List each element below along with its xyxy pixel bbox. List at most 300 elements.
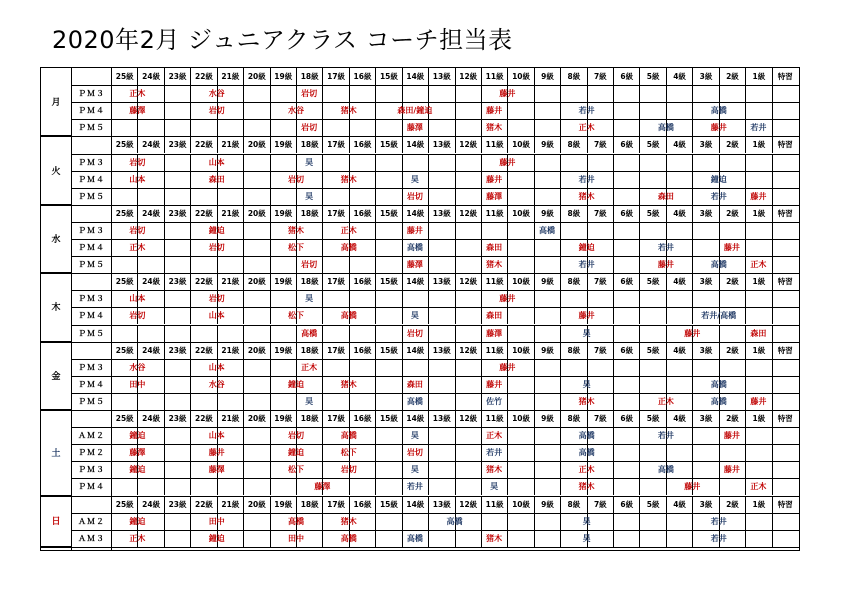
grade-header-cell: 1級: [745, 68, 771, 85]
grid-cell: [243, 102, 269, 119]
grade-header-cell: 14級: [402, 68, 428, 85]
coach-assignment: 藤井: [723, 431, 740, 441]
coach-assignment: 森田: [750, 328, 767, 338]
grade-header-cell: 7級: [587, 273, 613, 290]
coach-assignment: 若井: [657, 431, 674, 441]
grid-cell: [164, 478, 190, 495]
time-slot-label: ＡＭ３: [78, 533, 105, 543]
coach-assignment: 山本: [129, 174, 146, 184]
grade-header-cell: 16級: [349, 273, 375, 290]
schedule-row: [41, 478, 799, 495]
grade-header-cell: 18級: [296, 496, 322, 513]
time-slot-label: ＰＭ３: [78, 465, 105, 475]
grade-header-cell: 21級: [217, 136, 243, 153]
coach-assignment: 岩切: [406, 328, 423, 338]
grade-header-cell: 20級: [243, 410, 269, 427]
coach-assignment: 森田/鐘迫: [397, 106, 433, 116]
coach-assignment: 昊: [410, 311, 419, 321]
time-slot-label: ＡＭ２: [78, 516, 105, 526]
grade-header-cell: 12級: [455, 68, 481, 85]
grid-cell: [666, 222, 692, 239]
grid-cell: [137, 256, 163, 273]
grade-header-cell: 22級: [190, 342, 216, 359]
coach-assignment: 岩切: [129, 157, 146, 167]
grade-header-cell: 14級: [402, 342, 428, 359]
coach-assignment: 松下: [287, 465, 304, 475]
grade-header-cell: 18級: [296, 205, 322, 222]
grid-cell: [639, 85, 665, 102]
grid-cell: [745, 154, 771, 171]
coach-assignment: 昊: [305, 191, 314, 201]
coach-assignment: 森田: [406, 379, 423, 389]
grid-cell: [772, 359, 798, 376]
grid-cell: [243, 325, 269, 342]
grid-cell: [243, 478, 269, 495]
coach-assignment: 鐘迫: [129, 465, 146, 475]
grade-header-cell: 特習: [772, 496, 798, 513]
grid-cell: [772, 85, 798, 102]
grade-header-cell: 13級: [428, 68, 454, 85]
grid-cell: [164, 444, 190, 461]
time-slot-label: ＰＭ４: [78, 311, 105, 321]
grade-header-cell: 16級: [349, 136, 375, 153]
coach-assignment: 昊: [582, 516, 591, 526]
grade-header-cell: 8級: [560, 136, 586, 153]
grid-cell: [164, 188, 190, 205]
grade-header-cell: 4級: [666, 273, 692, 290]
grid-cell: [666, 359, 692, 376]
grade-header-cell: 20級: [243, 273, 269, 290]
grade-header-cell: 5級: [639, 68, 665, 85]
grade-header-cell: 22級: [190, 273, 216, 290]
slot-column-divider: [111, 68, 112, 550]
coach-assignment: 藤井: [578, 311, 595, 321]
grid-cell: [349, 325, 375, 342]
schedule-row: [41, 222, 799, 239]
grade-header-cell: 1級: [745, 273, 771, 290]
grid-cell: [639, 359, 665, 376]
time-slot-label: ＰＭ２: [78, 448, 105, 458]
grade-header-cell: 7級: [587, 410, 613, 427]
grade-header-cell: 21級: [217, 68, 243, 85]
coach-assignment: 岩切: [301, 123, 318, 133]
coach-assignment: 田中: [129, 379, 146, 389]
coach-assignment: 松下: [340, 448, 357, 458]
coach-assignment: 高橋: [301, 328, 318, 338]
coach-assignment: 藤井: [684, 482, 701, 492]
grade-header-cell: 3級: [692, 68, 718, 85]
coach-assignment: 昊: [305, 294, 314, 304]
grade-header-cell: 22級: [190, 68, 216, 85]
coach-assignment: 高橋: [710, 396, 727, 406]
grid-cell: [243, 307, 269, 324]
coach-assignment: 昊: [582, 379, 591, 389]
grade-header-cell: 19級: [270, 410, 296, 427]
grid-cell: [190, 393, 216, 410]
grade-header-cell: 8級: [560, 205, 586, 222]
schedule-row: [41, 290, 799, 307]
grid-cell: [243, 171, 269, 188]
grid-cell: [349, 256, 375, 273]
coach-assignment: 藤井: [208, 448, 225, 458]
grid-cell: [639, 290, 665, 307]
grid-cell: [190, 119, 216, 136]
grade-header-cell: 24級: [137, 205, 163, 222]
grade-header-cell: 21級: [217, 342, 243, 359]
grade-header-cell: 9級: [534, 410, 560, 427]
coach-assignment: 猪木: [486, 123, 503, 133]
grid-cell: [349, 154, 375, 171]
time-slot-label: ＰＭ４: [78, 174, 105, 184]
grade-header-cell: 25級: [111, 410, 137, 427]
grid-cell: [745, 359, 771, 376]
grade-header-cell: 13級: [428, 205, 454, 222]
grade-header-cell: 3級: [692, 205, 718, 222]
coach-assignment: 若井: [657, 243, 674, 253]
grid-cell: [772, 461, 798, 478]
coach-assignment: 高橋: [578, 448, 595, 458]
grade-header-cell: 6級: [613, 273, 639, 290]
schedule-row: [41, 427, 799, 444]
grade-header-cell: 19級: [270, 205, 296, 222]
coach-assignment: 森田: [657, 191, 674, 201]
grid-cell: [692, 444, 718, 461]
grade-header-cell: 5級: [639, 205, 665, 222]
coach-assignment: 藤澤: [486, 191, 503, 201]
grade-header-cell: 12級: [455, 205, 481, 222]
coach-assignment: 岩切: [406, 448, 423, 458]
time-slot-label: ＰＭ３: [78, 225, 105, 235]
grade-header-cell: 8級: [560, 496, 586, 513]
grid-cell: [164, 427, 190, 444]
time-slot-label: ＰＭ５: [78, 191, 105, 201]
coach-assignment: 藤井: [684, 328, 701, 338]
grade-header-cell: 5級: [639, 273, 665, 290]
grade-header-cell: 2級: [719, 205, 745, 222]
grade-header-cell: 24級: [137, 68, 163, 85]
grade-header-cell: 6級: [613, 205, 639, 222]
grid-cell: [164, 239, 190, 256]
grade-header-cell: 21級: [217, 410, 243, 427]
grade-header-cell: 16級: [349, 205, 375, 222]
grade-header-cell: 21級: [217, 205, 243, 222]
schedule-row: [41, 171, 799, 188]
coach-assignment: 高橋: [446, 516, 463, 526]
grade-header-row: [41, 273, 799, 290]
coach-assignment: 岩切: [208, 294, 225, 304]
grid-cell: [745, 444, 771, 461]
coach-assignment: 高橋: [406, 243, 423, 253]
grid-cell: [719, 290, 745, 307]
grid-cell: [137, 119, 163, 136]
grid-cell: [772, 154, 798, 171]
grade-header-cell: 13級: [428, 342, 454, 359]
schedule-row: [41, 119, 799, 136]
coach-assignment: 昊: [490, 482, 499, 492]
grade-header-cell: 7級: [587, 342, 613, 359]
grid-cell: [243, 530, 269, 547]
grade-header-cell: 12級: [455, 410, 481, 427]
grid-cell: [243, 256, 269, 273]
coach-assignment: 藤井: [499, 89, 516, 99]
coach-assignment: 水谷: [208, 89, 225, 99]
grade-header-cell: 20級: [243, 205, 269, 222]
grid-cell: [692, 85, 718, 102]
grade-header-cell: 4級: [666, 205, 692, 222]
coach-assignment: 若井: [578, 174, 595, 184]
grade-header-cell: 9級: [534, 273, 560, 290]
coach-assignment: 正木: [750, 260, 767, 270]
grade-header-cell: 6級: [613, 410, 639, 427]
grade-header-cell: 特習: [772, 68, 798, 85]
grade-header-cell: 9級: [534, 496, 560, 513]
coach-assignment: 猪木: [486, 465, 503, 475]
grade-header-cell: 18級: [296, 410, 322, 427]
coach-assignment: 藤井: [723, 243, 740, 253]
grade-header-cell: 1級: [745, 410, 771, 427]
grade-header-cell: 17級: [322, 273, 348, 290]
grid-cell: [243, 427, 269, 444]
grade-header-cell: 23級: [164, 205, 190, 222]
schedule-row: [41, 444, 799, 461]
grade-header-cell: 25級: [111, 273, 137, 290]
grade-header-cell: 3級: [692, 410, 718, 427]
grade-header-cell: 6級: [613, 136, 639, 153]
coach-assignment: 猪木: [340, 516, 357, 526]
grid-cell: [349, 290, 375, 307]
coach-assignment: 正木: [486, 431, 503, 441]
coach-assignment: 藤井: [406, 225, 423, 235]
coach-assignment: 鐘迫: [287, 379, 304, 389]
grid-cell: [692, 359, 718, 376]
coach-assignment: 藤澤: [314, 482, 331, 492]
grid-cell: [243, 154, 269, 171]
coach-assignment: 藤井: [750, 191, 767, 201]
grid-cell: [111, 393, 137, 410]
grade-header-cell: 19級: [270, 136, 296, 153]
grade-header-cell: 19級: [270, 273, 296, 290]
day-label: 月: [41, 68, 71, 136]
coach-assignment: 田中: [208, 516, 225, 526]
grade-header-cell: 特習: [772, 410, 798, 427]
grid-cell: [243, 290, 269, 307]
grid-cell: [190, 256, 216, 273]
grade-header-cell: 25級: [111, 205, 137, 222]
grade-header-cell: 24級: [137, 410, 163, 427]
grid-cell: [243, 239, 269, 256]
grade-header-cell: 10級: [507, 410, 533, 427]
grade-header-cell: 24級: [137, 136, 163, 153]
grid-cell: [719, 222, 745, 239]
coach-assignment: 正木: [129, 533, 146, 543]
grade-header-cell: 20級: [243, 496, 269, 513]
grade-header-cell: 18級: [296, 273, 322, 290]
grade-header-cell: 15級: [375, 273, 401, 290]
grade-header-cell: 9級: [534, 205, 560, 222]
grade-header-cell: 18級: [296, 342, 322, 359]
grid-cell: [692, 222, 718, 239]
grade-header-cell: 17級: [322, 410, 348, 427]
coach-assignment: 正木: [578, 123, 595, 133]
grade-header-cell: 9級: [534, 342, 560, 359]
grid-cell: [692, 290, 718, 307]
grid-cell: [349, 359, 375, 376]
grid-cell: [772, 325, 798, 342]
grade-header-cell: 15級: [375, 496, 401, 513]
grade-header-cell: 16級: [349, 68, 375, 85]
coach-assignment: 藤澤: [486, 328, 503, 338]
grid-cell: [243, 119, 269, 136]
grid-cell: [243, 85, 269, 102]
grid-cell: [692, 154, 718, 171]
coach-assignment: 松下: [287, 311, 304, 321]
grid-cell: [111, 325, 137, 342]
coach-assignment: 鐘迫: [208, 533, 225, 543]
grade-header-cell: 1級: [745, 136, 771, 153]
grade-header-cell: 23級: [164, 496, 190, 513]
coach-assignment: 高橋: [657, 465, 674, 475]
grade-header-cell: 18級: [296, 68, 322, 85]
grid-cell: [164, 530, 190, 547]
coach-assignment: 岩切: [301, 260, 318, 270]
coach-assignment: 昊: [582, 533, 591, 543]
grade-header-cell: 19級: [270, 496, 296, 513]
coach-assignment: 昊: [582, 328, 591, 338]
grid-cell: [190, 188, 216, 205]
schedule-row: [41, 256, 799, 273]
grid-cell: [745, 222, 771, 239]
coach-assignment: 藤澤: [406, 123, 423, 133]
grid-cell: [137, 478, 163, 495]
grade-header-cell: 11級: [481, 205, 507, 222]
grade-header-cell: 23級: [164, 68, 190, 85]
grade-header-cell: 8級: [560, 342, 586, 359]
coach-assignment: 鐘迫: [710, 174, 727, 184]
coach-assignment: 正木: [301, 362, 318, 372]
grid-cell: [164, 513, 190, 530]
grid-cell: [772, 290, 798, 307]
coach-assignment: 藤井: [499, 362, 516, 372]
coach-assignment: 猪木: [486, 260, 503, 270]
grade-header-cell: 5級: [639, 496, 665, 513]
grade-header-cell: 22級: [190, 136, 216, 153]
grade-header-cell: 2級: [719, 68, 745, 85]
grid-cell: [243, 376, 269, 393]
coach-assignment: 猪木: [340, 174, 357, 184]
grid-cell: [719, 154, 745, 171]
grid-cell: [772, 239, 798, 256]
grade-header-cell: 5級: [639, 410, 665, 427]
grid-cell: [164, 85, 190, 102]
time-slot-label: ＰＭ４: [78, 482, 105, 492]
coach-assignment: 高橋: [287, 516, 304, 526]
grade-header-cell: 10級: [507, 205, 533, 222]
coach-assignment: 高橋: [406, 533, 423, 543]
coach-assignment: 岩切: [208, 106, 225, 116]
grid-cell: [217, 256, 243, 273]
grade-header-cell: 11級: [481, 496, 507, 513]
grid-cell: [666, 444, 692, 461]
coach-assignment: 高橋: [340, 431, 357, 441]
grid-cell: [243, 188, 269, 205]
grid-cell: [164, 256, 190, 273]
grade-header-cell: 特習: [772, 342, 798, 359]
grid-cell: [217, 393, 243, 410]
grade-header-cell: 17級: [322, 496, 348, 513]
grid-cell: [164, 171, 190, 188]
grade-header-cell: 15級: [375, 136, 401, 153]
grade-header-cell: 15級: [375, 342, 401, 359]
coach-assignment: 猪木: [578, 482, 595, 492]
time-slot-label: ＡＭ２: [78, 431, 105, 441]
time-slot-label: ＰＭ３: [78, 294, 105, 304]
coach-assignment: 鐘迫: [287, 448, 304, 458]
time-slot-label: ＰＭ３: [78, 362, 105, 372]
coach-assignment: 藤井: [710, 123, 727, 133]
grade-header-cell: 17級: [322, 68, 348, 85]
grid-cell: [111, 188, 137, 205]
grade-header-cell: 2級: [719, 136, 745, 153]
grade-header-cell: 特習: [772, 205, 798, 222]
grid-cell: [164, 102, 190, 119]
grid-cell: [190, 478, 216, 495]
grid-cell: [772, 256, 798, 273]
coach-assignment: 若井: [578, 106, 595, 116]
grade-header-cell: 7級: [587, 496, 613, 513]
coach-assignment: 山本: [208, 431, 225, 441]
day-column-divider: [71, 68, 72, 550]
grade-header-cell: 13級: [428, 410, 454, 427]
coach-assignment: 岩切: [287, 431, 304, 441]
coach-assignment: 岩切: [406, 191, 423, 201]
grade-header-cell: 20級: [243, 68, 269, 85]
grade-header-cell: 11級: [481, 136, 507, 153]
day-label: 金: [41, 342, 71, 410]
grade-header-row: [41, 205, 799, 222]
coach-assignment: 藤井: [486, 174, 503, 184]
grade-header-cell: 5級: [639, 136, 665, 153]
coach-assignment: 水谷: [287, 106, 304, 116]
grade-header-cell: 24級: [137, 273, 163, 290]
grade-header-cell: 7級: [587, 205, 613, 222]
grade-header-cell: 13級: [428, 273, 454, 290]
grade-header-cell: 6級: [613, 496, 639, 513]
grade-header-cell: 16級: [349, 496, 375, 513]
grade-header-cell: 23級: [164, 410, 190, 427]
coach-assignment: 岩切: [129, 225, 146, 235]
grade-header-cell: 12級: [455, 342, 481, 359]
time-slot-label: ＰＭ３: [78, 89, 105, 99]
grade-header-cell: 4級: [666, 496, 692, 513]
grid-cell: [164, 325, 190, 342]
grid-cell: [164, 307, 190, 324]
time-slot-label: ＰＭ３: [78, 157, 105, 167]
grade-header-cell: 1級: [745, 205, 771, 222]
grade-header-cell: 10級: [507, 68, 533, 85]
grid-cell: [772, 222, 798, 239]
grid-cell: [666, 290, 692, 307]
grid-cell: [666, 85, 692, 102]
coach-assignment: 昊: [410, 174, 419, 184]
coach-assignment: 森田: [208, 174, 225, 184]
coach-assignment: 岩切: [208, 243, 225, 253]
coach-assignment: 昊: [305, 396, 314, 406]
grade-header-cell: 4級: [666, 342, 692, 359]
coach-assignment: 山本: [208, 157, 225, 167]
grade-header-cell: 3級: [692, 273, 718, 290]
grade-header-cell: 17級: [322, 205, 348, 222]
grid-cell: [243, 461, 269, 478]
